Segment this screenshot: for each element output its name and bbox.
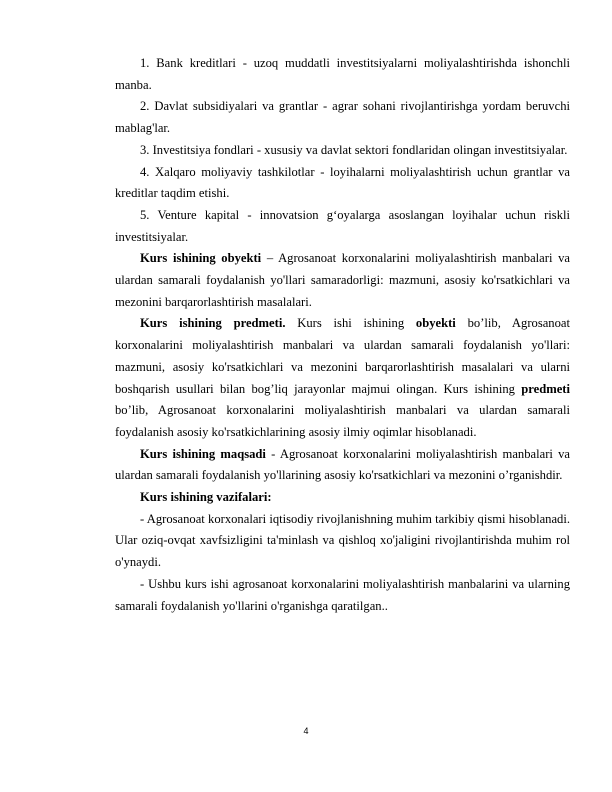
paragraph-task-2: - Ushbu kurs ishi agrosanoat korxonalarini moliyalashtirish manbalarini va ularning samarali foydalanish yo'llarini o'rganishga qaratilgan.. — [115, 576, 570, 613]
goal-heading: Kurs ishining maqsadi — [140, 446, 266, 461]
paragraph-subject: Kurs ishining predmeti. Kurs ishi ishining obyekti bo’lib, Agrosanoat korxonalarini moliyalashtirish manbalari va ulardan samarali foydalanish yo'llari: mazmuni, asosiy ko'rsatkichlari va mezonini barqarorlashtirish masalalari va ularni boshqarish usullari bilan bog’liq jarayonlar majmui olingan. Kurs ishining predmeti bo’lib, Agrosanoat korxonalarini moliyalashtirish manbalari va ulardan samarali foydalanish asosiy ko'rsatkichlarining asosiy ilmiy oqimlar hisoblanadi. — [115, 316, 570, 439]
paragraph-investment-funds: 3. Investitsiya fondlari - xususiy va davlat sektori fondlaridan olingan investitsiyalar. — [140, 142, 568, 157]
paragraph-task-1: - Agrosanoat korxonalari iqtisodiy rivojlanishning muhim tarkibiy qismi hisoblanadi. Ular oziq-ovqat xavfsizligini ta'minlash va qishloq xo'jaligini rivojlantirishda muhim rol o'ynaydi. — [115, 511, 570, 570]
document-body — [115, 53, 570, 617]
subject-heading: Kurs ishining predmeti. — [140, 316, 286, 331]
paragraph-tasks-heading — [115, 487, 570, 509]
paragraph-object: Kurs ishining obyekti – Agrosanoat korxonalarini moliyalashtirish manbalari va ulardan samarali foydalanish yo'llari samaradorligi: mazmuni, asosiy ko'rsatkichlari va mezonini barqarorlashtirish masalalari. — [115, 251, 570, 309]
paragraph-venture-capital: 5. Venture kapital - innovatsion g‘oyalarga asoslangan loyihalar uchun riskli investitsiyalar. — [115, 207, 570, 244]
paragraph-international-orgs: 4. Xalqaro moliyaviy tashkilotlar - loyihalarni moliyalashtirish uchun grantlar va kreditlar taqdim etishi. — [115, 164, 570, 201]
tasks-heading: Kurs ishining vazifalari: — [140, 490, 272, 505]
paragraph-goal: Kurs ishining maqsadi - Agrosanoat korxonalarini moliyalashtirish manbalari va ulardan samarali foydalanish yo'llarining asosiy ko'rsatkichlari va mezonini o’rganishdir. — [115, 446, 570, 483]
paragraph-subsidies: 2. Davlat subsidiyalari va grantlar - agrar sohani rivojlantirishga yordam beruvchi mablag'lar. — [115, 99, 570, 136]
paragraph-bank-credits: 1. Bank kreditlari - uzoq muddatli investitsiyalarni moliyalashtirishda ishonchli manba. — [115, 56, 570, 92]
object-heading: Kurs ishining obyekti — [140, 251, 262, 266]
page-number: 4 — [303, 726, 309, 736]
